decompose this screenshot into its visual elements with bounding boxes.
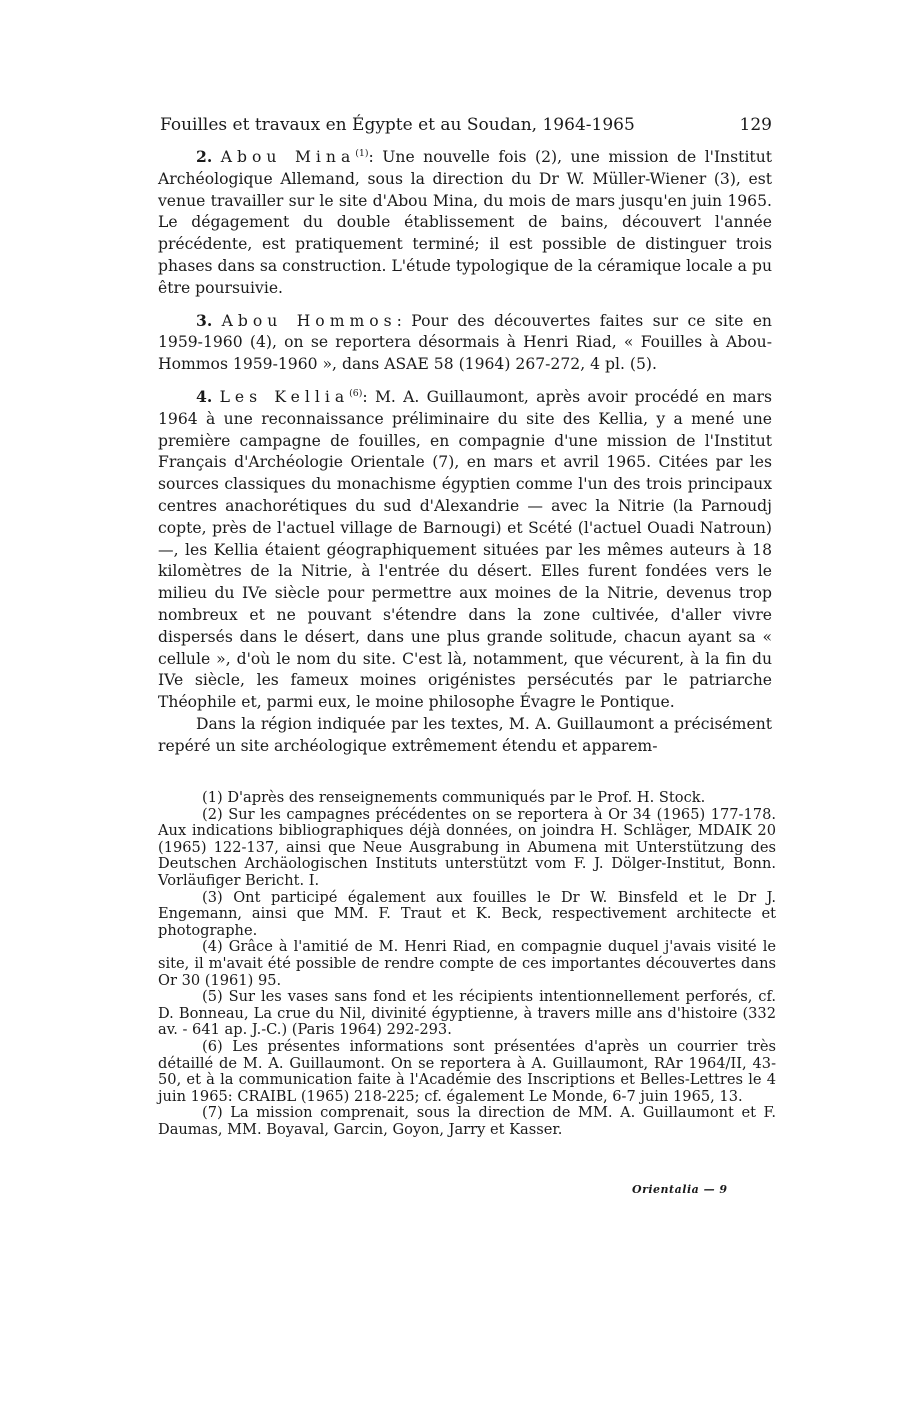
- footnote-5: [158, 989, 776, 1039]
- footnote-mark: (1): [202, 789, 223, 806]
- section-name: Abou Hommos: [221, 311, 397, 330]
- continuation-paragraph: Dans la région indiquée par les textes, M. A. Guillaumont a précisément repéré un site archéologique extrêmement étendu et apparem-: [158, 714, 772, 755]
- running-title: Fouilles et travaux en Égypte et au Soudan, 1964-1965: [160, 115, 635, 135]
- footnote-3: [158, 890, 776, 940]
- footnote-mark: (2): [202, 805, 223, 823]
- footnote-4: [158, 939, 776, 989]
- footnote-mark: (5): [202, 988, 223, 1006]
- footnote-6: [158, 1039, 776, 1105]
- section-number: 3.: [196, 310, 213, 330]
- section-text: : Une nouvelle fois (2), une mission de l'Institut Archéologique Allemand, sous la direction du Dr W. Müller-Wiener (3), est venue travailler sur le site d'Abou Mina, du mois de mars jusqu'en juin 1965. Le dégagement du double établissement de bains, découvert l'année précédente, est pratiquement terminé; il est possible de distinguer trois phases dans sa construction. L'étude typologique de la céramique locale a pu être poursuivie.: [158, 148, 773, 297]
- footnote-text: Les présentes informations sont présentées d'après un courrier très détaillé de M. A. Guillaumont. On se reportera à A. Guillaumont, RAr 1964/II, 43-50, et à la communication faite à l'Académie des Inscriptions et Belles-Lettres le 4 juin 1965: CRAIBL (1965) 218-225; cf. également Le Monde, 6-7 juin 1965, 13.: [158, 1037, 777, 1105]
- footnote-text: Grâce à l'amitié de M. Henri Riad, en compagnie duquel j'avais visité le site, il m'avait été possible de rendre compte de ces importantes découvertes dans Or 30 (1961) 95.: [158, 938, 776, 989]
- section-les-kellia: [158, 386, 772, 714]
- section-name: Les Kellia: [219, 387, 350, 406]
- section-abou-hommos: [158, 310, 772, 376]
- footnote-ref[interactable]: (6): [349, 387, 363, 399]
- footnote-2: [158, 807, 776, 890]
- footnote-mark: (6): [202, 1037, 223, 1055]
- section-number: 4.: [196, 386, 213, 406]
- section-number: 2.: [196, 147, 213, 166]
- footnote-text: La mission comprenait, sous la direction de MM. A. Guillaumont et F. Daumas, MM. Boyaval, Garcin, Goyon, Jarry et Kasser.: [158, 1104, 777, 1138]
- footnote-text: Sur les campagnes précédentes on se reportera à Or 34 (1965) 177-178. Aux indications bibliographiques déjà données, on joindra H. Schläger, MDAIK 20 (1965) 122-137, ainsi que Neue Ausgrabung in Abumena mit Unterstützung des Deutschen Archäologischen Instituts unterstützt vom F. J. Dölger-Institut, Bonn. Vorläufiger Bericht. I.: [158, 805, 776, 889]
- section-name: Abou Mina: [220, 148, 356, 166]
- footnote-ref[interactable]: (1): [355, 147, 369, 159]
- running-head: [160, 115, 772, 135]
- footnotes: [158, 790, 776, 1138]
- footnote-text: Sur les vases sans fond et les récipients intentionnellement perforés, cf. D. Bonneau, La crue du Nil, divinité égyptienne, à travers mille ans d'histoire (332 av. - 641 ap. J.-C.) (Paris 1964) 292-293.: [158, 988, 776, 1039]
- footnote-text: D'après des renseignements communiqués par le Prof. H. Stock.: [227, 789, 706, 806]
- signature-mark: Orientalia — 9: [632, 1183, 728, 1196]
- section-abou-mina: [158, 146, 772, 300]
- footnote-7: [158, 1105, 776, 1138]
- footnote-text: Ont participé également aux fouilles le Dr W. Binsfeld et le Dr J. Engemann, ainsi que MM. F. Traut et K. Beck, respectivement architecte et photographe.: [158, 888, 777, 939]
- section-text: : M. A. Guillaumont, après avoir procédé en mars 1964 à une reconnaissance préliminaire du site des Kellia, y a mené une première campagne de fouilles, en compagnie d'une mission de l'Institut Français d'Archéologie Orientale (7), en mars et avril 1965. Citées par les sources classiques du monachisme égyptien comme l'un des trois principaux centres anachorétiques du sud d'Alexandrie — avec la Nitrie (la Parnoudj copte, près de l'actuel village de Barnougi) et Scété (l'actuel Ouadi Natroun) —, les Kellia étaient géographiquement situées par les mêmes auteurs à 18 kilomètres de la Nitrie, à l'entrée du désert. Elles furent fondées vers le milieu du IVe siècle pour permettre aux moines de la Nitrie, devenus trop nombreux et ne pouvant s'étendre dans la zone cultivée, d'aller vivre dispersés dans le désert, dans une plus grande solitude, chacun ayant sa « cellule », d'où le nom du site. C'est là, notamment, que vécurent, à la fin du IVe siècle, les fameux moines origénistes persécutés par le patriarche Théophile et, parmi eux, le moine philosophe Évagre le Pontique.: [158, 387, 772, 712]
- page-number: 129: [739, 115, 772, 135]
- footnote-1: [158, 790, 776, 807]
- main-text: [158, 146, 772, 758]
- footnote-mark: (7): [202, 1104, 223, 1122]
- section-text: : Pour des découvertes faites sur ce site en 1959-1960 (4), on se reportera désormais à Henri Riad, « Fouilles à Abou-Hommos 1959-1960 », dans ASAE 58 (1964) 267-272, 4 pl. (5).: [158, 311, 772, 374]
- footnote-mark: (3): [202, 888, 223, 906]
- footnote-mark: (4): [202, 938, 223, 956]
